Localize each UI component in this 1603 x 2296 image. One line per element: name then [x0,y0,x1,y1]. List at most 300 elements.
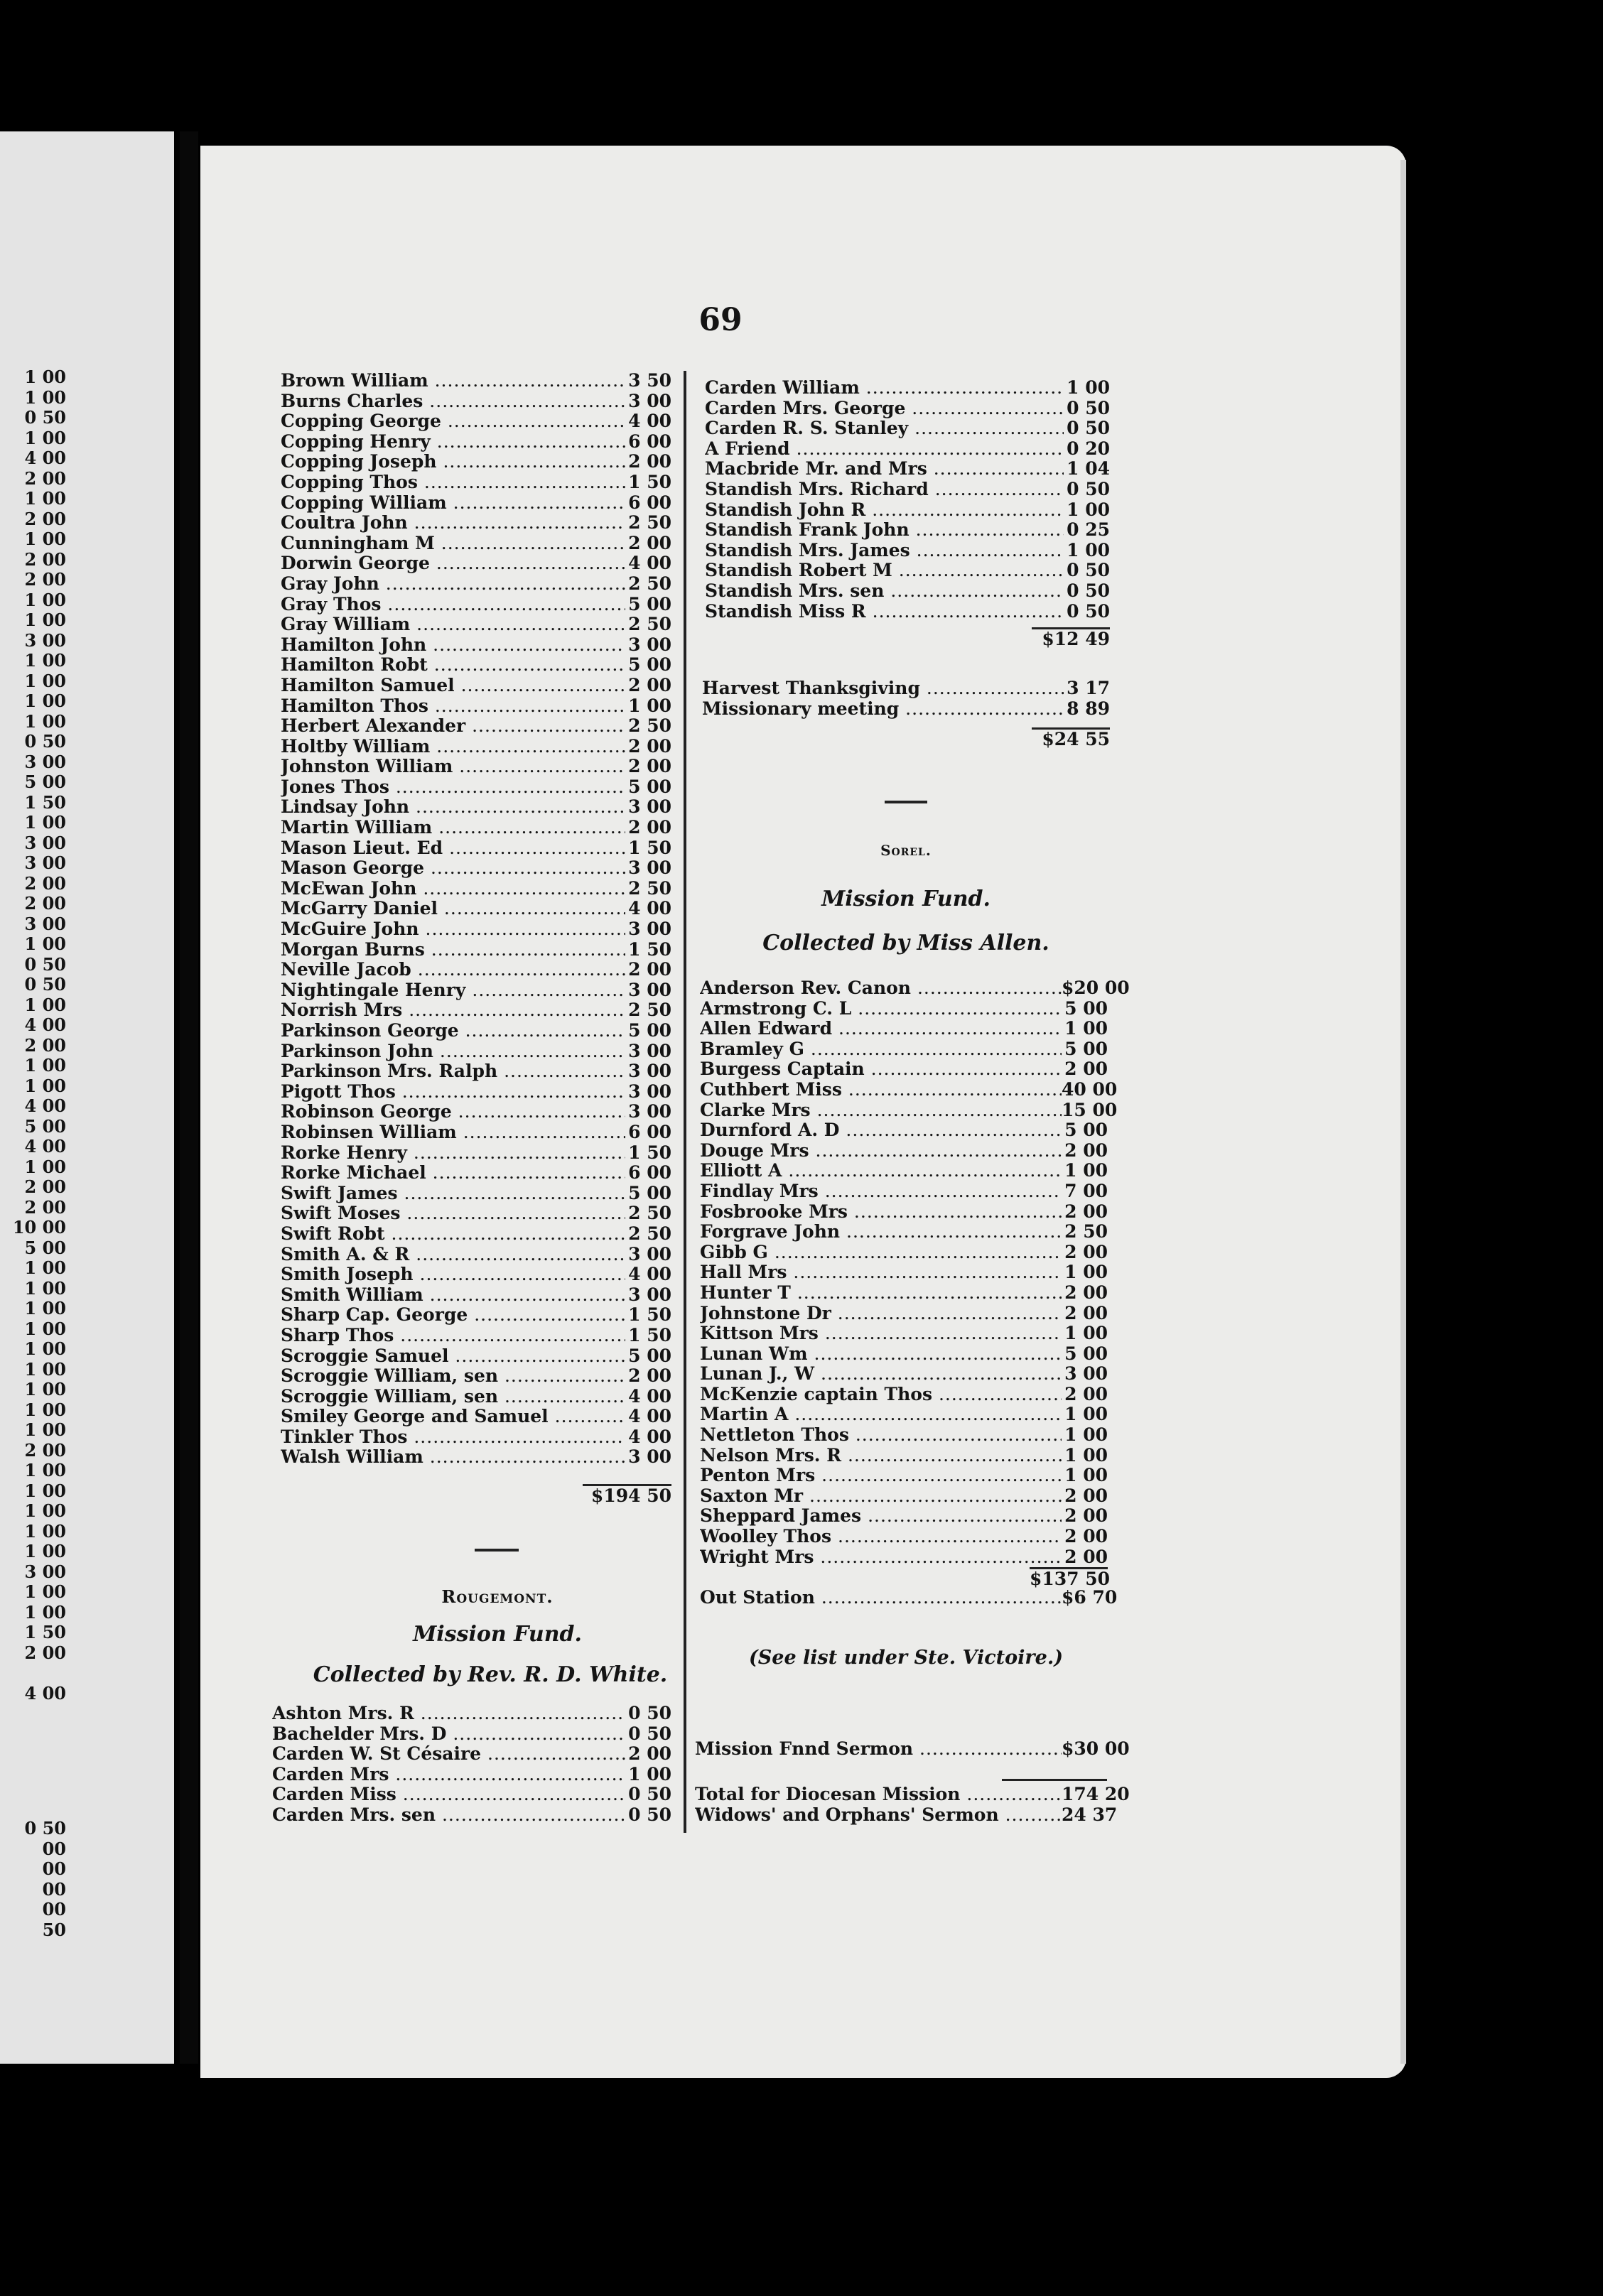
contributor-name: Smiley George and Samuel ..... [281,1407,625,1427]
ledger-row [281,655,671,676]
ledger-column-a [281,371,671,1468]
ledger-row [281,1184,671,1204]
contribution-amount: 3 00 [628,796,671,818]
left-amount: 1 00 [24,1156,66,1177]
ledger-row [700,999,1108,1019]
ledger-column-b [705,378,1110,648]
contributor-name: Bachelder Mrs. D ..... [272,1724,625,1745]
rougemont-heading: Rougemont. [441,1586,554,1607]
left-amount: 4 00 [24,1136,66,1157]
contribution-amount: 3 00 [628,1243,671,1265]
contribution-amount: $20 00 [1062,978,1130,998]
ledger-row [700,1078,1118,1100]
contribution-amount: 3 50 [628,370,671,391]
contribution-amount: 0 50 [1067,580,1110,601]
left-amount: 1 50 [24,791,66,813]
contributor-name: Carden R. S. Stanley ..... [705,418,1064,439]
left-amount: 1 00 [24,1338,66,1359]
contribution-amount: 6 00 [628,1162,671,1184]
contribution-amount: 2 00 [628,817,671,838]
contributor-name: Total for Diocesan Mission ..... [695,1785,1062,1805]
contribution-amount: 2 00 [1064,1505,1108,1527]
ledger-row [700,1019,1108,1039]
ledger-row [272,1765,671,1785]
left-amount: 1 00 [24,1379,66,1399]
ledger-row [281,635,671,656]
ledger-row [281,960,671,980]
left-amount: 1 00 [24,386,66,408]
rougemont-collector: Collected by Rev. R. D. White. [313,1662,668,1687]
ledger-row [281,797,671,818]
ledger-row [281,614,671,635]
contribution-amount: 2 00 [1064,1526,1108,1547]
contributor-name: Cunningham M ..... [281,534,625,554]
contributor-name: Fosbrooke Mrs ..... [700,1202,1062,1223]
contribution-amount: 0 50 [1067,478,1110,499]
contributor-name: Standish Miss R ..... [705,602,1064,622]
ledger-row [272,1785,671,1805]
contributor-name: Carden Mrs. George ..... [705,399,1064,419]
contribution-amount: 24 37 [1062,1804,1118,1825]
contributor-name: Holtby William ..... [281,737,625,757]
ledger-row [281,411,671,432]
ledger-row [281,1021,671,1041]
contribution-amount: 3 00 [628,1446,671,1468]
contributor-name: Copping George ..... [281,411,625,432]
left-amount: 1 00 [24,529,66,549]
contribution-amount: 1 00 [1064,1404,1108,1425]
left-amount: 1 00 [24,1298,66,1318]
ledger-row [705,459,1110,480]
contribution-amount: 4 00 [628,1426,671,1447]
contributor-name: Nettleton Thos ..... [700,1425,1062,1446]
left-amount: 0 50 [24,1818,66,1839]
contribution-amount: 2 50 [1064,1221,1108,1242]
left-amount: 1 00 [24,1541,66,1561]
left-page-bottom-amounts [2,1819,66,1940]
ledger-row [281,371,671,391]
left-amount: 3 00 [24,1561,66,1582]
contributor-name: Copping Henry ..... [281,432,625,453]
sermon-row [695,1738,1130,1760]
contribution-amount: 2 00 [628,735,671,757]
contribution-amount: 6 00 [628,430,671,452]
contributor-name: Out Station ..... [700,1588,1062,1608]
contributor-name: Swift James ..... [281,1184,625,1204]
ledger-row [281,1203,671,1224]
ledger-row [281,1366,671,1387]
ledger-row [705,439,1110,460]
contribution-amount: 2 00 [1064,1201,1108,1222]
ledger-row [700,1222,1108,1242]
ledger-row [281,737,671,757]
diocesan-total-row [695,1784,1130,1805]
contributor-name: Brown William ..... [281,371,625,391]
total-amount: $137 50 [1030,1569,1111,1590]
ledger-row [700,978,1130,999]
left-amount: 1 00 [24,1318,66,1339]
ledger-row [281,1163,671,1184]
contribution-amount: 1 00 [1064,1465,1108,1486]
ledger-row [700,1242,1108,1263]
left-amount: 2 00 [24,467,66,489]
ledger-row [700,1425,1108,1446]
contribution-amount: 3 00 [628,390,671,411]
contribution-amount: 2 50 [628,614,671,635]
contribution-amount: 8 89 [1067,698,1110,719]
ledger-row [700,1202,1108,1223]
ledger-row [281,716,671,737]
ledger-row [272,1704,671,1724]
left-amount: 2 00 [24,1034,66,1056]
ledger-row [705,520,1110,541]
contribution-amount: 2 00 [628,532,671,553]
contribution-amount: 6 00 [628,1121,671,1142]
contributor-name: Rorke Michael ..... [281,1163,625,1184]
left-page-amounts [2,367,66,1704]
ledger-row [281,1387,671,1407]
ledger-row [281,1061,671,1082]
contributor-name: Sheppard James ..... [700,1506,1062,1527]
contributor-name: Copping Joseph ..... [281,452,625,472]
left-amount: 2 00 [24,1176,66,1197]
ledger-column-b-extras [702,678,1110,748]
contribution-amount: 2 50 [628,877,671,899]
contributor-name: Sharp Cap. George ..... [281,1305,625,1326]
left-amount: 5 00 [24,1115,66,1137]
contribution-amount: 0 50 [1067,560,1110,581]
contributor-name: Saxton Mr ..... [700,1486,1062,1507]
ledger-row [281,1407,671,1427]
contributor-name: Mason George ..... [281,858,625,879]
ledger-row [281,1041,671,1062]
contributor-name: Harvest Thanksgiving ..... [702,678,1064,699]
ledger-row [705,581,1110,602]
left-amount: 0 50 [24,407,66,428]
ledger-row [281,1122,671,1143]
left-amount: 00 [42,1858,66,1879]
ledger-row [700,1181,1108,1202]
left-amount: 1 00 [24,670,66,691]
contributor-name: Norrish Mrs ..... [281,1000,625,1021]
left-amount: 1 00 [24,1358,66,1380]
contributor-name: Dorwin George ..... [281,553,625,574]
left-amount: 1 00 [24,812,66,833]
contribution-amount: 1 50 [628,1142,671,1163]
sermon-row [695,1738,1130,1760]
left-amount: 50 [42,1919,66,1940]
ledger-row [281,1447,671,1468]
contributor-name: Carden Mrs. sen ..... [272,1805,625,1826]
left-amount: 2 00 [24,893,66,914]
contribution-amount: 3 00 [628,919,671,940]
contributor-name: Carden William ..... [705,378,1064,399]
ledger-row [705,480,1110,500]
left-amount: 1 00 [24,710,66,732]
contribution-amount: 2 50 [628,715,671,737]
ledger-row [705,541,1110,561]
contributor-name: Lunan Wm ..... [700,1344,1062,1365]
contribution-amount: 5 00 [1064,997,1108,1019]
contributor-name: McKenzie captain Thos ..... [700,1385,1062,1405]
ledger-row [281,1102,671,1122]
contribution-amount: 1 50 [628,938,671,960]
contribution-amount: 0 25 [1067,519,1110,541]
contribution-amount: 15 00 [1062,1099,1118,1120]
contribution-amount: 4 00 [628,1406,671,1427]
ledger-row [700,1304,1108,1324]
ledger-row [281,777,671,798]
contributor-name: McEwan John ..... [281,879,625,899]
ledger-row [281,493,671,514]
ledger-row [281,1224,671,1245]
contribution-amount: 2 00 [1064,1546,1108,1567]
book-spine [180,131,198,2064]
ledger-row [281,676,671,696]
contributor-name: Hamilton Samuel ..... [281,676,625,696]
left-amount: 00 [42,1838,66,1859]
contributor-name: Standish Mrs. sen ..... [705,581,1064,602]
contributor-name: Burns Charles ..... [281,391,625,412]
ledger-row [700,1446,1108,1466]
contribution-amount: 3 00 [628,857,671,879]
contributor-name: Parkinson George ..... [281,1021,625,1041]
left-amount: 3 00 [24,913,66,934]
ledger-row [700,1262,1108,1283]
ledger-row [700,1527,1108,1547]
contributor-name: Pigott Thos ..... [281,1082,625,1103]
contributor-name: Standish Robert M ..... [705,561,1064,581]
contributor-name: Swift Moses ..... [281,1203,625,1224]
spacer [702,719,1110,727]
ledger-row [705,500,1110,521]
contribution-amount: 3 00 [628,1284,671,1305]
contributor-name: Mission Fnnd Sermon ..... [695,1739,1062,1760]
spacer [705,622,1110,627]
contributor-name: Scroggie Samuel ..... [281,1346,625,1367]
ledger-row [281,838,671,859]
contributor-name: Lunan J., W ..... [700,1364,1062,1385]
contributor-name: Parkinson John ..... [281,1041,625,1062]
contributor-name: Walsh William ..... [281,1447,625,1468]
contribution-amount: 0 50 [1067,418,1110,439]
contribution-amount: 3 00 [628,1061,671,1082]
contribution-amount: 3 00 [628,634,671,655]
left-amount: 2 00 [24,508,66,529]
left-amount: 0 50 [24,731,66,752]
contribution-amount: 0 50 [1067,397,1110,418]
contribution-amount: 6 00 [628,492,671,513]
rougemont-fund-title: Mission Fund. [413,1622,582,1647]
diocesan-totals [695,1784,1130,1825]
contributor-name: Carden Mrs ..... [272,1765,625,1785]
contribution-amount: 5 00 [628,1345,671,1366]
left-amount: 1 00 [24,994,66,1015]
contribution-amount: 1 04 [1067,458,1110,480]
contributor-name: Hamilton John ..... [281,635,625,656]
contributor-name: A Friend ..... [705,439,1064,460]
contributor-name: Cuthbert Miss ..... [700,1080,1062,1100]
contributor-name: Allen Edward ..... [700,1019,1062,1039]
left-amount: 1 00 [24,1257,66,1278]
contributor-name: Standish Mrs. Richard ..... [705,480,1064,500]
contributor-name: Clarke Mrs ..... [700,1100,1062,1121]
left-amount: 1 00 [24,1460,66,1480]
left-amount: 1 00 [24,1581,66,1602]
ledger-row [281,534,671,554]
contributor-name: Findlay Mrs ..... [700,1181,1062,1202]
contribution-amount: 3 00 [628,1081,671,1102]
contribution-amount: 2 00 [1064,1058,1108,1080]
contributor-name: Woolley Thos ..... [700,1527,1062,1547]
contribution-amount: 1 50 [628,837,671,858]
ledger-row [281,879,671,899]
contribution-amount: 5 00 [1064,1343,1108,1364]
ledger-row [700,1344,1108,1365]
total-row [700,1567,1111,1590]
contributor-name: Anderson Rev. Canon ..... [700,978,1062,999]
ledger-row [281,553,671,574]
contributor-name: Standish Mrs. James ..... [705,541,1064,561]
contribution-amount: 2 00 [1064,1282,1108,1303]
left-amount: 2 00 [24,1439,66,1461]
ledger-row [281,1265,671,1285]
ledger-row [281,513,671,534]
ledger-row [700,1161,1108,1181]
contribution-amount: 1 50 [628,1304,671,1326]
ledger-row [281,899,671,919]
left-amount: 00 [42,1899,66,1919]
contributor-name: Smith Joseph ..... [281,1265,625,1285]
contributor-name: Neville Jacob ..... [281,960,625,980]
contribution-amount: 2 00 [628,959,671,980]
ledger-row [281,432,671,453]
out-station-row [700,1586,1118,1608]
ledger-row [700,1039,1108,1060]
contributor-name: Smith William ..... [281,1285,625,1306]
contribution-amount: 0 50 [628,1784,671,1805]
contributor-name: Durnford A. D ..... [700,1120,1062,1141]
contributor-name: Lindsay John ..... [281,797,625,818]
contribution-amount: 2 00 [628,451,671,472]
contribution-amount: 2 00 [1064,1383,1108,1404]
left-amount: 4 00 [24,1095,66,1116]
left-amount: 2 00 [24,548,66,570]
left-amount: 1 00 [24,1399,66,1420]
contributor-name: Nelson Mrs. R ..... [700,1446,1062,1466]
ledger-row [700,1385,1108,1405]
contributor-name: Sharp Thos ..... [281,1326,625,1346]
contributor-name: Forgrave John ..... [700,1222,1062,1242]
ledger-row [281,818,671,838]
contribution-amount: 1 00 [1064,1424,1108,1446]
left-amount: 00 [42,1878,66,1900]
left-amount: 3 00 [24,751,66,772]
ledger-row [272,1744,671,1765]
contributor-name: Missionary meeting ..... [702,699,1064,720]
spacer [2,1663,66,1684]
contributor-name: Hamilton Thos ..... [281,696,625,717]
ledger-row [700,1404,1108,1425]
subtotal-row [705,627,1110,648]
left-amount: 0 50 [24,953,66,975]
contribution-amount: 3 00 [628,1040,671,1061]
ledger-row [281,1326,671,1346]
contributor-name: Herbert Alexander ..... [281,716,625,737]
left-amount: 1 00 [24,367,66,387]
contribution-amount: 5 00 [628,593,671,614]
contribution-amount: 5 00 [628,654,671,676]
left-amount: 1 00 [24,589,66,610]
ledger-row [281,757,671,777]
ledger-row [700,1547,1108,1568]
ledger-row [281,595,671,615]
contributor-name: Hall Mrs ..... [700,1262,1062,1283]
contributor-name: Widows' and Orphans' Sermon ..... [695,1805,1062,1826]
ledger-row [281,1346,671,1367]
contribution-amount: 2 50 [628,1000,671,1021]
ledger-row [700,1364,1108,1385]
left-amount: 0 50 [24,974,66,995]
contribution-amount: $30 00 [1062,1738,1130,1759]
total-amount: $194 50 [583,1484,671,1505]
contribution-amount: 7 00 [1064,1180,1108,1201]
left-amount: 1 00 [24,1500,66,1521]
contributor-name: Penton Mrs ..... [700,1466,1062,1486]
contribution-amount: 1 00 [1064,1160,1108,1181]
contributor-name: Burgess Captain ..... [700,1059,1062,1080]
ledger-row [281,1143,671,1164]
left-amount: 2 00 [24,1642,66,1663]
contribution-amount: 1 00 [1067,377,1110,398]
total-amount: $24 55 [1032,727,1110,748]
contributor-name: Copping Thos ..... [281,472,625,493]
contributor-name: Elliott A ..... [700,1161,1062,1181]
contributor-name: Standish John R ..... [705,500,1064,521]
ledger-row [705,399,1110,419]
contributor-name: Armstrong C. L ..... [700,999,1062,1019]
sorel-fund-title: Mission Fund. [821,887,991,911]
left-amount: 5 00 [24,771,66,792]
section-rule [1002,1779,1107,1781]
ledger-row [281,919,671,940]
contribution-amount: 2 00 [628,674,671,695]
contributor-name: Johnston William ..... [281,757,625,777]
contribution-amount: 5 00 [1064,1038,1108,1059]
left-amount: 1 00 [24,650,66,671]
contributor-name: Kittson Mrs ..... [700,1323,1062,1344]
contribution-amount: 2 50 [628,573,671,594]
ledger-row [281,452,671,472]
total-amount: $12 49 [1032,627,1110,648]
ledger-row [281,980,671,1001]
ledger-row [281,391,671,412]
contributor-name: Carden W. St Césaire ..... [272,1744,625,1765]
contribution-amount: 3 00 [628,979,671,1000]
left-amount: 1 50 [24,1622,66,1642]
contributor-name: Martin William ..... [281,818,625,838]
ledger-row [700,1323,1108,1344]
left-amount: 1 00 [24,427,66,448]
left-amount: 1 00 [24,1277,66,1299]
contribution-amount: 2 00 [1064,1302,1108,1323]
contributor-name: Martin A ..... [700,1404,1062,1425]
contribution-amount: 0 50 [628,1723,671,1744]
column-a-total [583,1484,671,1505]
left-amount: 1 00 [24,1075,66,1096]
sorel-heading: Sorel. [880,842,932,859]
contribution-amount: 2 50 [628,512,671,534]
